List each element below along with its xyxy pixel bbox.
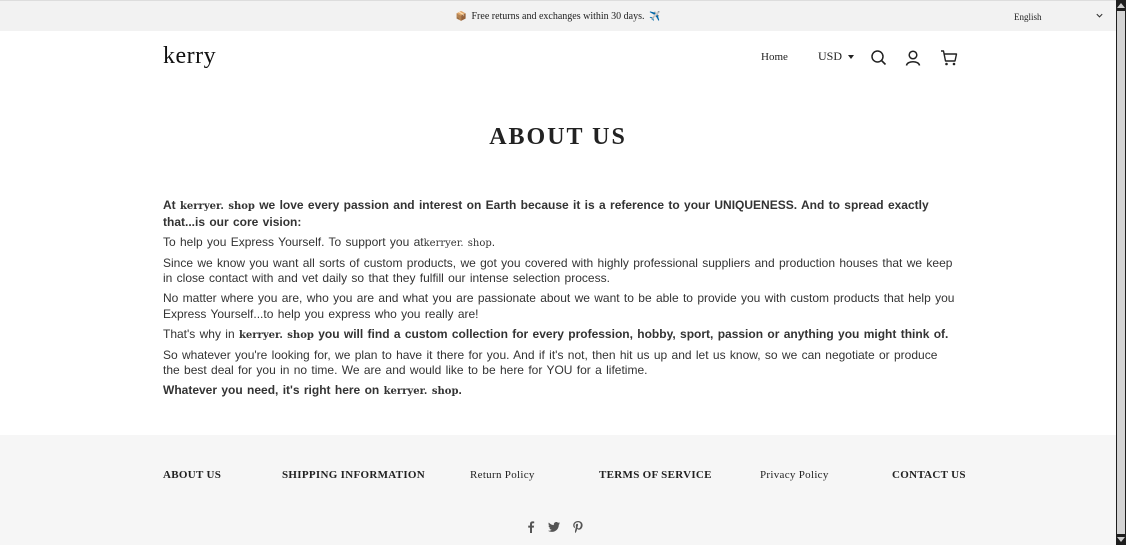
announcement-text <box>454 11 662 22</box>
nav-home-link[interactable]: Home <box>761 51 788 63</box>
scroll-down-arrow-icon[interactable] <box>1117 537 1125 542</box>
text-segment: That's why in <box>163 326 239 341</box>
paragraph-express <box>163 235 958 252</box>
footer-link-contact[interactable]: CONTACT US <box>892 469 966 481</box>
footer-link-shipping[interactable]: SHIPPING INFORMATION <box>282 469 425 481</box>
paragraph-passion: No matter where you are, who you are and what you are passionate about we want to be able to provide you with custom products that help you Express Yourself...to help you express who you really are! <box>163 291 955 321</box>
account-icon[interactable] <box>904 49 922 67</box>
package-icon: 📦 <box>455 10 467 21</box>
currency-label: USD <box>818 49 843 63</box>
text-segment: we love every passion and interest on Earth because it is a reference to your UNIQUENESS. And to spread exactly that...is our core vision: <box>163 198 929 229</box>
scroll-thumb[interactable] <box>1117 11 1125 534</box>
text-segment: To help you Express Yourself. To support you at <box>163 234 424 249</box>
site-logo[interactable]: kerry <box>163 43 217 69</box>
brand-name: kerryer. shop <box>383 386 459 397</box>
footer-link-about[interactable]: ABOUT US <box>163 469 222 481</box>
site-header <box>0 31 1116 91</box>
announcement-message: Free returns and exchanges within 30 days. <box>471 10 645 22</box>
vertical-scrollbar[interactable] <box>1116 0 1126 545</box>
paragraph-suppliers: Since we know you want all sorts of custom products, we got you covered with highly professional suppliers and production houses that we keep in close contact with and vet daily so that they fulfill our intense selection process. <box>163 255 953 285</box>
text-segment: . <box>491 234 496 249</box>
text-segment: At <box>163 198 180 212</box>
paragraph-deal: So whatever you're looking for, we plan to have it there for you. And if it's not, then hit us up and let us know, so we can negotiate or produce the best deal for you in no time. We are and would like to be here for YOU for a lifetime. <box>163 347 938 377</box>
paragraph-closing <box>163 383 958 400</box>
currency-selector[interactable] <box>818 49 854 64</box>
scroll-up-arrow-icon[interactable] <box>1117 3 1125 8</box>
brand-name: kerryer. shop <box>423 237 492 249</box>
brand-name: kerryer. shop <box>238 329 314 341</box>
search-icon[interactable] <box>870 49 888 67</box>
paragraph-collection <box>163 327 958 344</box>
caret-down-icon <box>848 55 854 59</box>
footer-link-returns[interactable]: Return Policy <box>470 469 535 481</box>
about-content <box>163 198 958 404</box>
twitter-icon[interactable] <box>547 520 561 534</box>
text-segment: you will find a custom collection for every profession, hobby, sport, passion or anything you might think of. <box>313 326 949 341</box>
text-segment: . <box>458 383 462 397</box>
announcement-bar <box>0 0 1116 31</box>
brand-name: kerryer. shop <box>180 201 255 212</box>
site-footer <box>0 435 1116 545</box>
chevron-down-icon <box>1095 11 1104 22</box>
airplane-icon: ✈️ <box>649 10 661 21</box>
pinterest-icon[interactable] <box>571 520 585 534</box>
page-title: ABOUT US <box>489 124 627 150</box>
text-segment: Whatever you need, it's right here on <box>163 383 384 397</box>
footer-link-privacy[interactable]: Privacy Policy <box>760 469 829 481</box>
paragraph-vision <box>163 198 958 230</box>
facebook-icon[interactable] <box>524 520 538 534</box>
language-label: English <box>1014 11 1042 22</box>
language-selector[interactable] <box>1014 1 1104 32</box>
cart-icon[interactable] <box>940 49 958 67</box>
footer-link-terms[interactable]: TERMS OF SERVICE <box>599 469 712 481</box>
